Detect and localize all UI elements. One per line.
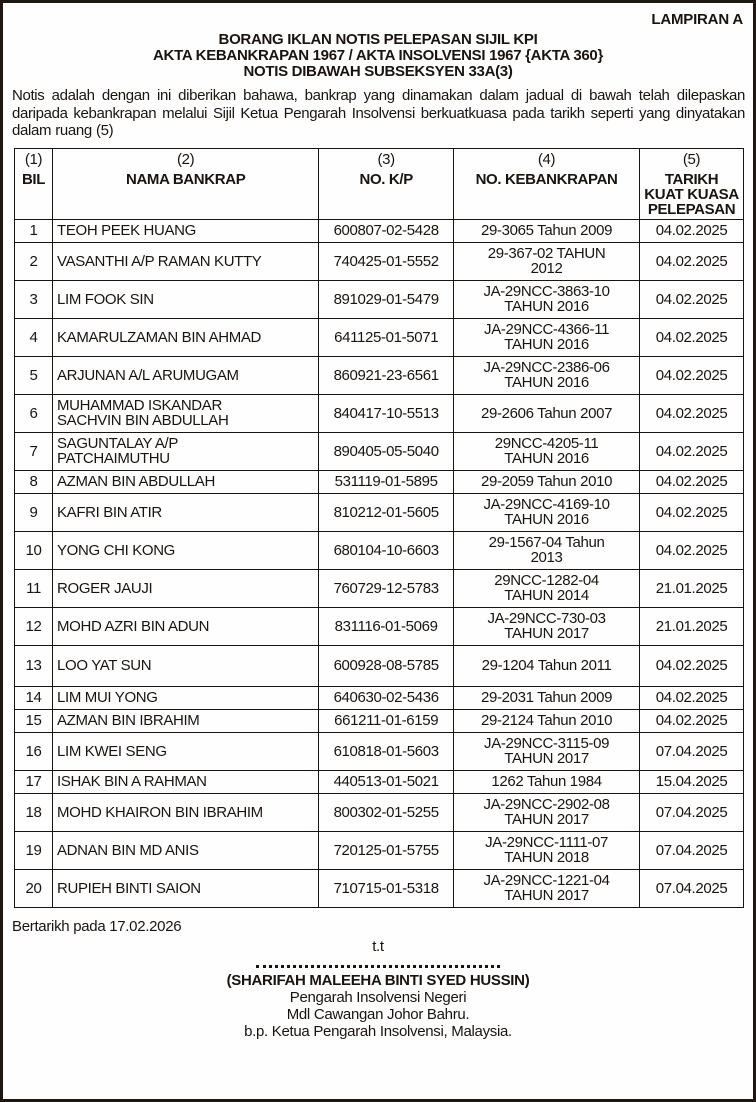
- cell-no-kebankrapan: [454, 569, 640, 607]
- table-row: [15, 219, 744, 242]
- cell-no-kp: 831116-01-5069: [319, 607, 454, 645]
- cell-text-line: JA-29NCC-3115-09: [484, 735, 610, 752]
- cell-no-kp: 600807-02-5428: [319, 219, 454, 242]
- cell-tarikh-pelepasan: 04.02.2025: [640, 709, 744, 732]
- cell-nama-bankrap: [53, 394, 319, 432]
- cell-tarikh-pelepasan: 07.04.2025: [640, 869, 744, 907]
- cell-nama-bankrap: [53, 607, 319, 645]
- cell-bil: 9: [15, 493, 53, 531]
- cell-text-line: JA-29NCC-2386-06: [483, 359, 610, 376]
- cell-nama-bankrap: [53, 219, 319, 242]
- cell-tarikh-pelepasan: 21.01.2025: [640, 607, 744, 645]
- table-row: [15, 770, 744, 793]
- cell-text-line: 29NCC-1282-04: [494, 572, 599, 589]
- cell-nama-bankrap: [53, 709, 319, 732]
- cell-nama-bankrap: [53, 569, 319, 607]
- cell-text-line: AZMAN BIN ABDULLAH: [57, 473, 215, 490]
- cell-nama-bankrap: [53, 280, 319, 318]
- cell-no-kebankrapan: [454, 732, 640, 770]
- cell-bil: 1: [15, 219, 53, 242]
- cell-text-line: TAHUN 2016: [504, 298, 589, 315]
- cell-no-kebankrapan: [454, 531, 640, 569]
- column-label: NO. KEBANKRAPAN: [475, 170, 618, 188]
- cell-bil: 12: [15, 607, 53, 645]
- cell-no-kebankrapan: [454, 219, 640, 242]
- cell-text-line: MOHD AZRI BIN ADUN: [57, 617, 210, 635]
- cell-tarikh-pelepasan: 07.04.2025: [640, 793, 744, 831]
- cell-text-line: MUHAMMAD ISKANDAR: [57, 397, 222, 414]
- cell-bil: 6: [15, 394, 53, 432]
- cell-no-kebankrapan: [454, 645, 640, 686]
- cell-no-kebankrapan: [454, 607, 640, 645]
- cell-text-line: 29-367-02 TAHUN: [487, 245, 606, 262]
- cell-tarikh-pelepasan: 04.02.2025: [640, 242, 744, 280]
- cell-text-line: YONG CHI KONG: [57, 541, 175, 559]
- cell-tarikh-pelepasan: 07.04.2025: [640, 831, 744, 869]
- cell-no-kp: 800302-01-5255: [319, 793, 454, 831]
- signer-name: (SHARIFAH MALEEHA BINTI SYED HUSSIN): [226, 971, 530, 989]
- cell-nama-bankrap: [53, 793, 319, 831]
- signature-block: [11, 938, 745, 1040]
- cell-no-kebankrapan: [454, 793, 640, 831]
- cell-tarikh-pelepasan: 04.02.2025: [640, 280, 744, 318]
- table-row: [15, 569, 744, 607]
- cell-text-line: 2012: [530, 260, 563, 277]
- cell-text-line: ROGER JAUJI: [57, 579, 153, 597]
- cell-tarikh-pelepasan: 04.02.2025: [640, 686, 744, 709]
- cell-bil: 18: [15, 793, 53, 831]
- signer-role-line: Mdl Cawangan Johor Bahru.: [286, 1005, 470, 1023]
- cell-text-line: TAHUN 2016: [504, 511, 589, 528]
- dated-line: Bertarikh pada 17.02.2026: [12, 917, 182, 935]
- title-line-3: NOTIS DIBAWAH SUBSEKSYEN 33A(3): [243, 63, 513, 80]
- cell-tarikh-pelepasan: 21.01.2025: [640, 569, 744, 607]
- intro-paragraph: Notis adalah dengan ini diberikan bahawa, bankrap yang dinamakan dalam jadual di bawah telah dilepaskan daripada kebankrapan melalui Sijil Ketua Pengarah Insolvensi berkuatkuasa pada tarikh seperti yang dinyatakan dalam ruang (5): [12, 87, 745, 139]
- column-label-line: KUAT KUASA: [644, 185, 739, 203]
- cell-text-line: SACHVIN BIN ABDULLAH: [57, 412, 229, 429]
- cell-bil: 19: [15, 831, 53, 869]
- cell-no-kp: 890405-05-5040: [319, 432, 454, 470]
- cell-tarikh-pelepasan: 04.02.2025: [640, 432, 744, 470]
- cell-bil: 2: [15, 242, 53, 280]
- cell-bil: 13: [15, 645, 53, 686]
- cell-nama-bankrap: [53, 686, 319, 709]
- cell-nama-bankrap: [53, 493, 319, 531]
- table-row: [15, 709, 744, 732]
- cell-no-kp: 661211-01-6159: [319, 709, 454, 732]
- cell-tarikh-pelepasan: 15.04.2025: [640, 770, 744, 793]
- cell-text-line: TAHUN 2018: [504, 849, 589, 866]
- cell-text-line: TAHUN 2016: [504, 450, 589, 467]
- cell-text-line: LIM MUI YONG: [57, 689, 158, 706]
- cell-no-kebankrapan: [454, 831, 640, 869]
- column-header-nama: [53, 148, 319, 219]
- cell-bil: 20: [15, 869, 53, 907]
- cell-no-kebankrapan: [454, 242, 640, 280]
- cell-text-line: 29-2124 Tahun 2010: [481, 712, 613, 729]
- bankrupt-release-table: [14, 148, 744, 908]
- cell-text-line: TAHUN 2017: [504, 750, 589, 767]
- column-header-bil: [15, 148, 53, 219]
- cell-no-kp: 740425-01-5552: [319, 242, 454, 280]
- table-row: [15, 793, 744, 831]
- column-header-kebankrapan: [454, 148, 640, 219]
- cell-no-kebankrapan: [454, 432, 640, 470]
- cell-no-kp: 680104-10-6603: [319, 531, 454, 569]
- cell-nama-bankrap: [53, 242, 319, 280]
- cell-tarikh-pelepasan: 04.02.2025: [640, 531, 744, 569]
- cell-tarikh-pelepasan: 04.02.2025: [640, 470, 744, 493]
- cell-nama-bankrap: [53, 356, 319, 394]
- cell-nama-bankrap: [53, 732, 319, 770]
- column-number: (4): [537, 150, 556, 168]
- cell-tarikh-pelepasan: 04.02.2025: [640, 394, 744, 432]
- cell-text-line: AZMAN BIN IBRAHIM: [57, 712, 200, 729]
- table-row: [15, 869, 744, 907]
- cell-no-kp: 710715-01-5318: [319, 869, 454, 907]
- cell-bil: 14: [15, 686, 53, 709]
- cell-bil: 4: [15, 318, 53, 356]
- column-header-tarikh: [640, 148, 744, 219]
- cell-no-kebankrapan: [454, 709, 640, 732]
- cell-text-line: 29-1204 Tahun 2011: [481, 657, 612, 674]
- cell-text-line: MOHD KHAIRON BIN IBRAHIM: [57, 803, 263, 821]
- cell-no-kebankrapan: [454, 356, 640, 394]
- cell-text-line: TAHUN 2017: [504, 625, 589, 642]
- cell-text-line: ARJUNAN A/L ARUMUGAM: [57, 366, 239, 384]
- cell-nama-bankrap: [53, 869, 319, 907]
- cell-text-line: 29-3065 Tahun 2009: [481, 222, 613, 239]
- table-row: [15, 732, 744, 770]
- cell-text-line: JA-29NCC-4366-11: [484, 321, 610, 338]
- cell-text-line: 29-2059 Tahun 2010: [481, 473, 613, 490]
- cell-bil: 5: [15, 356, 53, 394]
- cell-text-line: JA-29NCC-4169-10: [483, 496, 610, 513]
- column-label: NO. K/P: [359, 170, 413, 188]
- column-label: BIL: [21, 170, 46, 188]
- column-number: (2): [177, 150, 195, 168]
- cell-text-line: LIM KWEI SENG: [57, 742, 167, 760]
- cell-text-line: SAGUNTALAY A/P: [57, 435, 179, 452]
- cell-nama-bankrap: [53, 318, 319, 356]
- title-line-1: BORANG IKLAN NOTIS PELEPASAN SIJIL KPI: [218, 31, 538, 48]
- cell-text-line: 29NCC-4205-11: [494, 435, 599, 452]
- cell-text-line: VASANTHI A/P RAMAN KUTTY: [57, 252, 262, 270]
- cell-text-line: JA-29NCC-3863-10: [483, 283, 610, 300]
- cell-text-line: LOO YAT SUN: [57, 657, 152, 674]
- cell-text-line: 29-1567-04 Tahun: [488, 534, 605, 551]
- cell-no-kp: 891029-01-5479: [319, 280, 454, 318]
- cell-text-line: TAHUN 2016: [504, 374, 589, 391]
- cell-bil: 8: [15, 470, 53, 493]
- table-row: [15, 242, 744, 280]
- cell-no-kp: 840417-10-5513: [319, 394, 454, 432]
- cell-no-kp: 720125-01-5755: [319, 831, 454, 869]
- cell-no-kp: 810212-01-5605: [319, 493, 454, 531]
- column-label: NAMA BANKRAP: [125, 170, 246, 188]
- cell-bil: 3: [15, 280, 53, 318]
- cell-bil: 16: [15, 732, 53, 770]
- signer-role-line: Pengarah Insolvensi Negeri: [289, 988, 467, 1006]
- table-row: [15, 394, 744, 432]
- cell-text-line: PATCHAIMUTHU: [57, 450, 170, 467]
- cell-bil: 17: [15, 770, 53, 793]
- cell-no-kebankrapan: [454, 493, 640, 531]
- cell-no-kebankrapan: [454, 869, 640, 907]
- cell-text-line: TAHUN 2017: [504, 811, 589, 828]
- column-header-kp: [319, 148, 454, 219]
- appendix-label: LAMPIRAN A: [651, 11, 743, 28]
- cell-no-kebankrapan: [454, 318, 640, 356]
- column-number: (5): [682, 150, 701, 168]
- cell-text-line: JA-29NCC-730-03: [487, 610, 606, 627]
- cell-tarikh-pelepasan: 07.04.2025: [640, 732, 744, 770]
- cell-text-line: 29-2031 Tahun 2009: [481, 689, 613, 706]
- table-header-row: [15, 148, 744, 219]
- cell-tarikh-pelepasan: 04.02.2025: [640, 219, 744, 242]
- cell-tarikh-pelepasan: 04.02.2025: [640, 318, 744, 356]
- cell-text-line: JA-29NCC-2902-08: [483, 796, 610, 813]
- cell-text-line: TAHUN 2014: [504, 587, 589, 604]
- cell-no-kp: 760729-12-5783: [319, 569, 454, 607]
- column-label-line: TARIKH: [664, 170, 719, 188]
- cell-text-line: KAMARULZAMAN BIN AHMAD: [57, 328, 262, 346]
- column-number: (1): [24, 150, 43, 168]
- signed-marker: t.t: [372, 937, 384, 955]
- table-row: [15, 531, 744, 569]
- cell-no-kp: 640630-02-5436: [319, 686, 454, 709]
- cell-nama-bankrap: [53, 470, 319, 493]
- title-line-2: AKTA KEBANKRAPAN 1967 / AKTA INSOLVENSI 1967 {AKTA 360}: [153, 47, 603, 64]
- table-row: [15, 493, 744, 531]
- table-row: [15, 686, 744, 709]
- column-number: (3): [377, 150, 395, 168]
- table-row: [15, 831, 744, 869]
- table-row: [15, 607, 744, 645]
- cell-no-kp: 860921-23-6561: [319, 356, 454, 394]
- table-row: [15, 645, 744, 686]
- cell-text-line: JA-29NCC-1111-07: [485, 834, 608, 851]
- cell-nama-bankrap: [53, 645, 319, 686]
- table-row: [15, 318, 744, 356]
- cell-tarikh-pelepasan: 04.02.2025: [640, 645, 744, 686]
- cell-no-kebankrapan: [454, 686, 640, 709]
- cell-no-kebankrapan: [454, 394, 640, 432]
- cell-text-line: ISHAK BIN A RAHMAN: [57, 773, 207, 790]
- cell-text-line: LIM FOOK SIN: [57, 290, 154, 308]
- cell-no-kebankrapan: [454, 770, 640, 793]
- cell-no-kp: 531119-01-5895: [319, 470, 454, 493]
- cell-text-line: KAFRI BIN ATIR: [57, 503, 162, 521]
- cell-text-line: TEOH PEEK HUANG: [57, 222, 196, 239]
- cell-no-kp: 440513-01-5021: [319, 770, 454, 793]
- table-row: [15, 356, 744, 394]
- cell-tarikh-pelepasan: 04.02.2025: [640, 356, 744, 394]
- cell-no-kp: 600928-08-5785: [319, 645, 454, 686]
- table-row: [15, 280, 744, 318]
- cell-nama-bankrap: [53, 770, 319, 793]
- cell-no-kp: 641125-01-5071: [319, 318, 454, 356]
- cell-bil: 15: [15, 709, 53, 732]
- cell-no-kp: 610818-01-5603: [319, 732, 454, 770]
- notice-title: [11, 32, 745, 80]
- cell-text-line: ADNAN BIN MD ANIS: [57, 841, 199, 859]
- cell-nama-bankrap: [53, 531, 319, 569]
- table-row: [15, 432, 744, 470]
- cell-text-line: TAHUN 2016: [504, 336, 589, 353]
- cell-text-line: 2013: [530, 549, 563, 566]
- cell-bil: 11: [15, 569, 53, 607]
- signature-dotted-line: [256, 957, 500, 968]
- table-row: [15, 470, 744, 493]
- table-body: [15, 219, 744, 907]
- cell-tarikh-pelepasan: 04.02.2025: [640, 493, 744, 531]
- cell-text-line: JA-29NCC-1221-04: [483, 872, 610, 889]
- cell-nama-bankrap: [53, 831, 319, 869]
- cell-no-kebankrapan: [454, 280, 640, 318]
- cell-text-line: 1262 Tahun 1984: [491, 773, 602, 790]
- cell-text-line: RUPIEH BINTI SAION: [57, 879, 201, 897]
- cell-text-line: 29-2606 Tahun 2007: [481, 404, 613, 422]
- cell-no-kebankrapan: [454, 470, 640, 493]
- cell-text-line: TAHUN 2017: [504, 887, 589, 904]
- column-label-line: PELEPASAN: [647, 200, 736, 218]
- cell-bil: 7: [15, 432, 53, 470]
- cell-bil: 10: [15, 531, 53, 569]
- cell-nama-bankrap: [53, 432, 319, 470]
- signer-role-line: b.p. Ketua Pengarah Insolvensi, Malaysia.: [244, 1022, 512, 1040]
